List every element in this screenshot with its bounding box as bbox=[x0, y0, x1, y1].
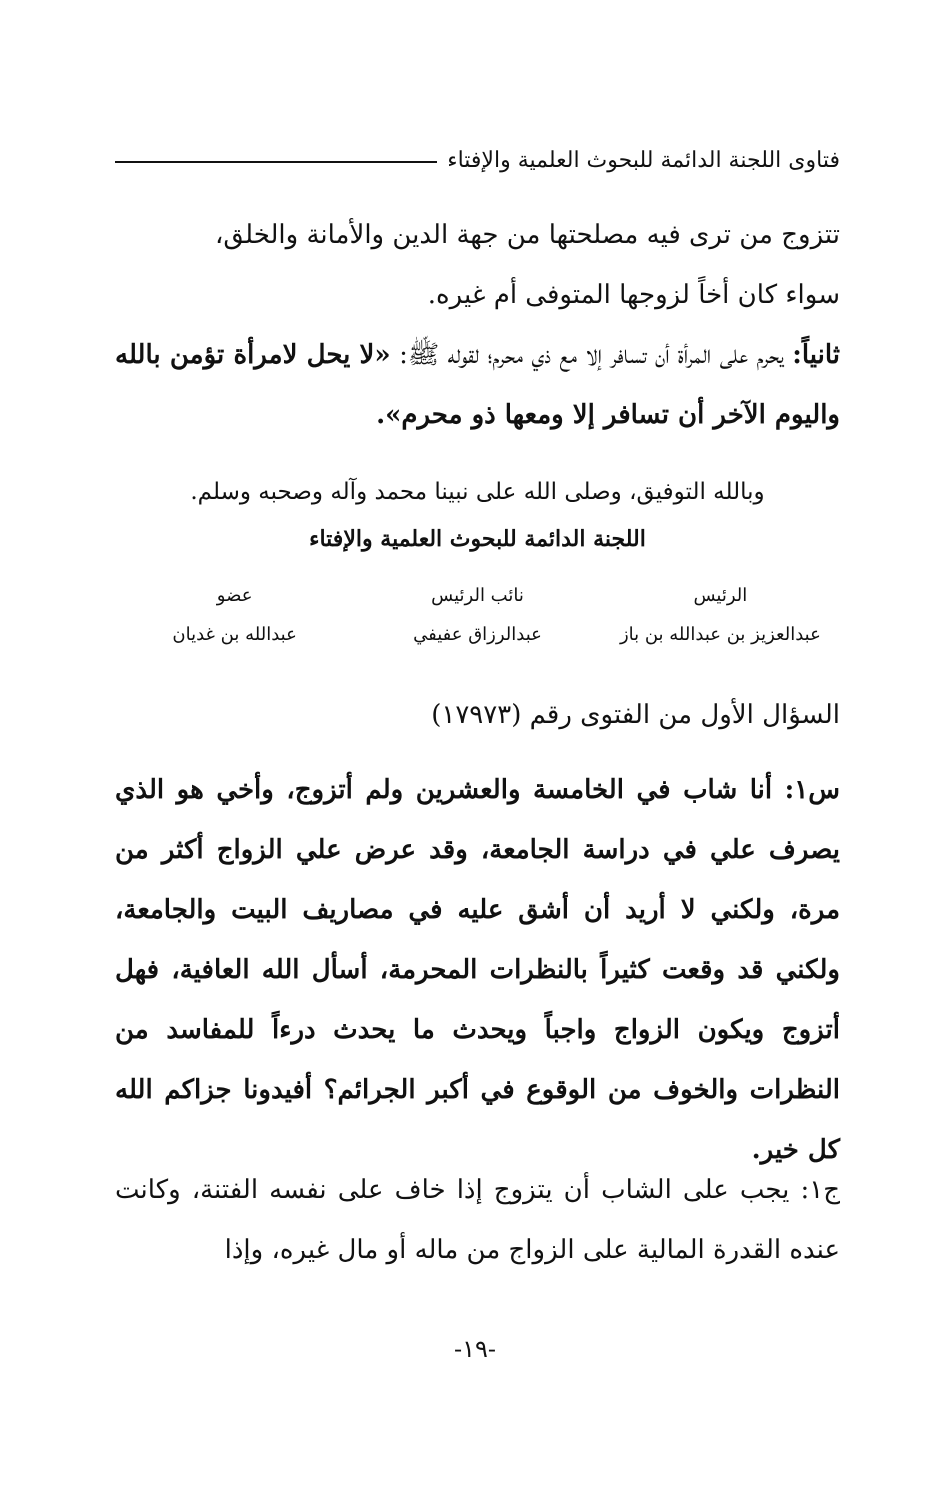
question-label: س١: bbox=[784, 775, 840, 805]
paragraph-second-point bbox=[115, 325, 840, 445]
answer-block bbox=[115, 1160, 840, 1280]
header-rule bbox=[115, 161, 437, 163]
signature-names bbox=[115, 624, 840, 645]
role-president: الرئيس bbox=[693, 585, 748, 606]
header-title: فتاوى اللجنة الدائمة للبحوث العلمية والإفتاء bbox=[447, 147, 840, 173]
closing-line bbox=[115, 462, 840, 522]
member-name-president: عبدالعزيز بن عبدالله بن باز bbox=[619, 624, 821, 645]
closing-text: وبالله التوفيق، وصلى الله على نبينا محمد وآله وصحبه وسلم. bbox=[190, 479, 765, 505]
question-block bbox=[115, 760, 840, 1180]
member-name-member: عبدالله بن غديان bbox=[172, 624, 297, 645]
para2-hadith-quote: «لا يحل لامرأة تؤمن بالله واليوم الآخر أن تسافر إلا ومعها ذو محرم». bbox=[115, 340, 840, 430]
answer-label: ج١: bbox=[800, 1175, 841, 1205]
para1-line1: تتزوج من ترى فيه مصلحتها من جهة الدين والأمانة والخلق، bbox=[215, 220, 840, 250]
page-number: -١٩- bbox=[454, 1335, 496, 1363]
para2-text: يحرم على المرأة أن تسافر إلا مع ذي محرم؛ لقوله ﷺ: bbox=[399, 340, 784, 370]
committee-name: اللجنة الدائمة للبحوث العلمية والإفتاء bbox=[309, 526, 646, 552]
answer-text: يجب على الشاب أن يتزوج إذا خاف على نفسه الفتنة، وكانت عنده القدرة المالية على الزواج من ماله أو مال غيره، وإذا bbox=[115, 1175, 840, 1265]
signature-roles bbox=[115, 585, 840, 606]
member-name-vice-president: عبدالرزاق عفيفي bbox=[413, 624, 542, 645]
para2-label: ثانياً: bbox=[792, 340, 840, 370]
running-header bbox=[115, 140, 840, 180]
para1-line2: سواء كان أخاً لزوجها المتوفى أم غيره. bbox=[427, 280, 840, 310]
fatwa-question-title: السؤال الأول من الفتوى رقم (١٧٩٧٣) bbox=[431, 700, 840, 730]
question-text: أنا شاب في الخامسة والعشرين ولم أتزوج، وأخي هو الذي يصرف علي في دراسة الجامعة، وقد عرض علي الزواج أكثر من مرة، ولكني لا أريد أن أشق عليه في مصاريف البيت والجامعة، ولكني قد وقعت كثيراً بالنظرات المحرمة، أسأل الله العافية، فهل أتزوج ويكون الزواج واجباً ويحدث ما يحدث درءاً للمفاسد من النظرات والخوف من الوقوع في أكبر الجرائم؟ أفيدونا جزاكم الله كل خير. bbox=[115, 775, 840, 1165]
role-vice-president: نائب الرئيس bbox=[431, 585, 524, 606]
role-member: عضو bbox=[216, 585, 253, 606]
paragraph-continuation bbox=[115, 205, 840, 325]
